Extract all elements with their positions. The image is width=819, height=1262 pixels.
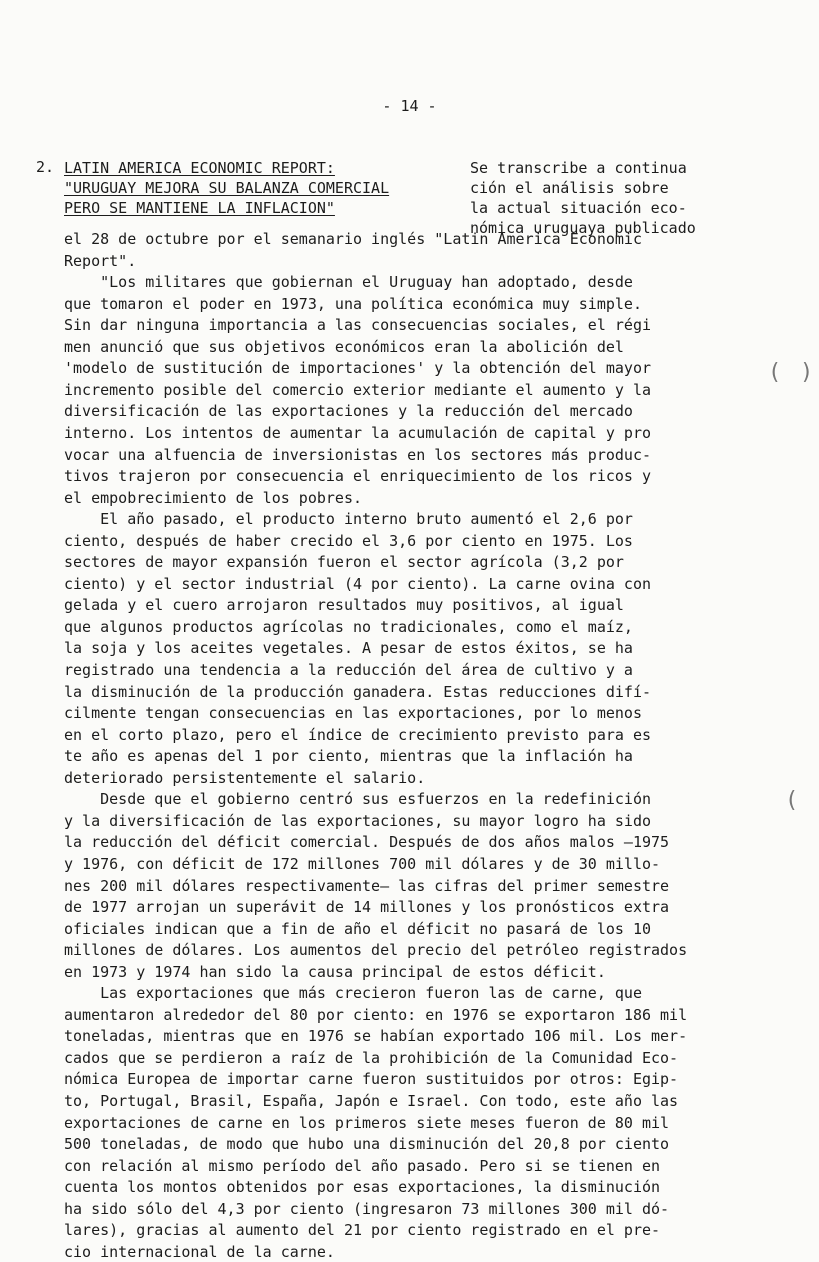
text-line: incremento posible del comercio exterior mediante el aumento y la <box>64 380 651 399</box>
text-line: toneladas, mientras que en 1976 se habían exportado 106 mil. Los mer- <box>64 1027 688 1046</box>
text-line: to, Portugal, Brasil, España, Japón e Israel. Con todo, este año las <box>64 1092 679 1110</box>
intro-line: Se transcribe a continua <box>470 159 687 177</box>
text-line: Report". <box>64 251 137 270</box>
text-line: y la diversificación de las exportaciones, su mayor logro ha sido <box>64 811 651 830</box>
text-line: con relación al mismo período del año pasado. Pero si se tienen en <box>64 1156 661 1175</box>
margin-parenthesis-mark: ( <box>785 788 799 813</box>
intro-line: nómica uruguaya publicado <box>470 219 696 237</box>
text-line: registrado una tendencia a la reducción del área de cultivo y a <box>64 661 633 679</box>
margin-parenthesis-mark: ( <box>768 360 782 385</box>
text-line: te año es apenas del 1 por ciento, mientras que la inflación ha <box>64 747 633 766</box>
page-number: - 14 - <box>382 97 437 115</box>
heading-line: PERO SE MANTIENE LA INFLACION" <box>64 199 335 217</box>
text-line: interno. Los intentos de aumentar la acumulación de capital y pro <box>64 423 651 442</box>
text-line: en el corto plazo, pero el índice de crecimiento previsto para es <box>64 725 651 744</box>
text-line: men anunció que sus objetivos económicos eran la abolición del <box>64 337 624 356</box>
text-line: la soja y los aceites vegetales. A pesar de estos éxitos, se ha <box>64 639 633 658</box>
text-line: que algunos productos agrícolas no tradicionales, como el maíz, <box>64 617 633 636</box>
text-line: deteriorado persistentemente el salario. <box>64 768 426 787</box>
text-line: oficiales indican que a fin de año el déficit no pasará de los 10 <box>64 919 651 938</box>
text-line: ciento) y el sector industrial (4 por ciento). La carne ovina con <box>64 574 651 593</box>
text-line: nómica Europea de importar carne fueron sustituidos por otros: Egip- <box>64 1070 679 1089</box>
text-line: gelada y el cuero arrojaron resultados muy positivos, al igual <box>64 596 624 615</box>
text-line: Desde que el gobierno centró sus esfuerzos en la redefinición <box>64 790 651 809</box>
text-line: El año pasado, el producto interno bruto aumentó el 2,6 por <box>64 510 633 529</box>
intro-text <box>470 158 696 238</box>
text-line: 'modelo de sustitución de importaciones' y la obtención del mayor <box>64 359 651 378</box>
text-line: cados que se perdieron a raíz de la prohibición de la Comunidad Eco- <box>64 1048 679 1067</box>
text-line: exportaciones de carne en los primeros siete meses fueron de 80 mil <box>64 1113 670 1132</box>
text-line: aumentaron alrededor del 80 por ciento: en 1976 se exportaron 186 mil <box>64 1005 688 1024</box>
text-line: en 1973 y 1974 han sido la causa principal de estos déficit. <box>64 962 606 981</box>
heading-line: LATIN AMERICA ECONOMIC REPORT: <box>64 159 335 177</box>
text-line: vocar una alfuencia de inversionistas en los sectores más produc- <box>64 445 651 464</box>
text-line: la reducción del déficit comercial. Después de dos años malos —1975 <box>64 833 670 852</box>
text-line: nes 200 mil dólares respectivamente— las cifras del primer semestre <box>64 876 670 895</box>
item-number: 2. <box>36 158 55 176</box>
intro-line: la actual situación eco- <box>470 199 687 217</box>
text-line: la disminución de la producción ganadera. Estas reducciones difí- <box>64 682 651 701</box>
text-line: el 28 de octubre por el semanario inglés "Latin America Economic <box>64 230 642 248</box>
text-line: tivos trajeron por consecuencia el enriquecimiento de los ricos y <box>64 467 651 486</box>
margin-parenthesis-mark: ) <box>800 360 814 385</box>
text-line: lares), gracias al aumento del 21 por ciento registrado en el pre- <box>64 1221 661 1240</box>
text-line: Las exportaciones que más crecieron fueron las de carne, que <box>64 984 642 1003</box>
text-line: y 1976, con déficit de 172 millones 700 mil dólares y de 30 millo- <box>64 854 661 873</box>
text-line: cuenta los montos obtenidos por esas exportaciones, la disminución <box>64 1178 661 1197</box>
text-line: sectores de mayor expansión fueron el sector agrícola (3,2 por <box>64 553 624 572</box>
text-line: millones de dólares. Los aumentos del precio del petróleo registrados <box>64 941 688 960</box>
text-line: el empobrecimiento de los pobres. <box>64 488 363 507</box>
section-heading <box>64 158 389 218</box>
text-line: Sin dar ninguna importancia a las consecuencias sociales, el régi <box>64 316 651 335</box>
text-line: cio internacional de la carne. <box>64 1242 335 1261</box>
text-line: de 1977 arrojan un superávit de 14 millones y los pronósticos extra <box>64 898 670 917</box>
text-line: 500 toneladas, de modo que hubo una disminución del 20,8 por ciento <box>64 1135 670 1154</box>
text-line: cilmente tengan consecuencias en las exportaciones, por lo menos <box>64 704 642 723</box>
text-line: "Los militares que gobiernan el Uruguay han adoptado, desde <box>64 273 633 292</box>
text-line: diversificación de las exportaciones y la reducción del mercado <box>64 402 633 421</box>
text-line: que tomaron el poder en 1973, una política económica muy simple. <box>64 294 642 313</box>
heading-line: "URUGUAY MEJORA SU BALANZA COMERCIAL <box>64 179 390 197</box>
intro-line: ción el análisis sobre <box>470 179 669 197</box>
text-line: ha sido sólo del 4,3 por ciento (ingresaron 73 millones 300 mil dó- <box>64 1199 670 1218</box>
text-line: ciento, después de haber crecido el 3,6 por ciento en 1975. Los <box>64 531 633 550</box>
